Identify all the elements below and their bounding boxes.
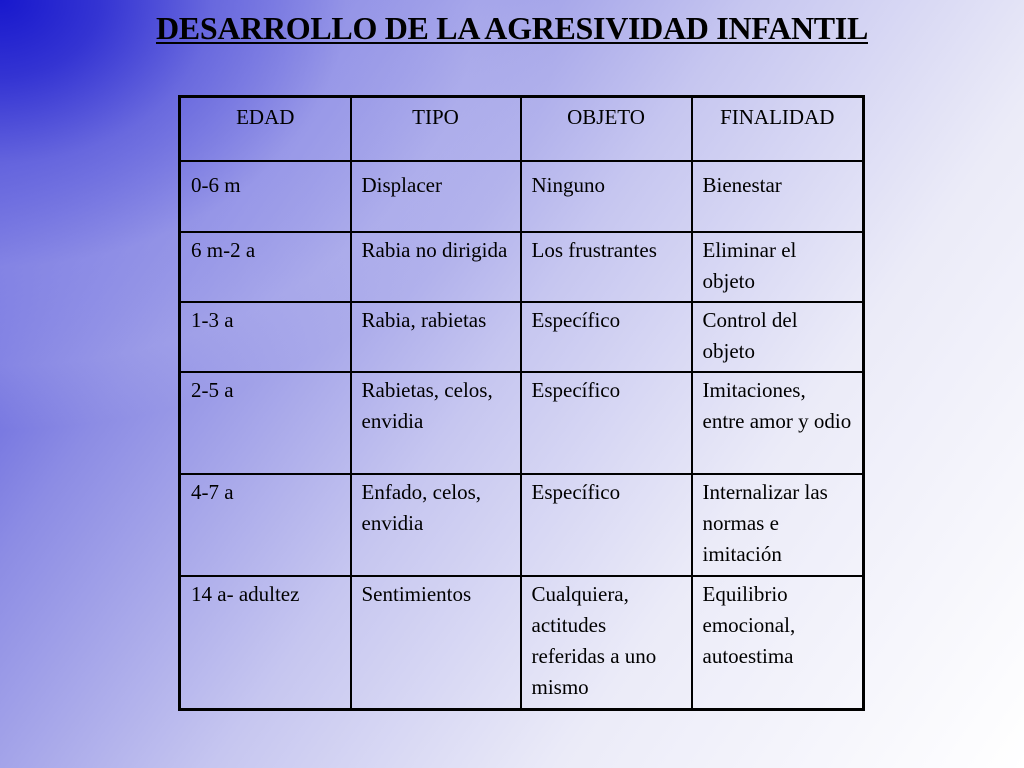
cell-objeto: Cualquiera, actitudes referidas a uno mismo (521, 576, 692, 710)
table-row (180, 576, 864, 710)
cell-tipo: Displacer (351, 161, 521, 232)
header-edad: EDAD (180, 97, 351, 162)
cell-edad: 1-3 a (180, 302, 351, 372)
cell-objeto: Ninguno (521, 161, 692, 232)
cell-finalidad: Internalizar las normas e imitación (692, 474, 864, 576)
cell-tipo: Rabia, rabietas (351, 302, 521, 372)
cell-finalidad: Equilibrio emocional, autoestima (692, 576, 864, 710)
cell-objeto: Específico (521, 372, 692, 474)
table-header-row (180, 97, 864, 162)
header-finalidad: FINALIDAD (692, 97, 864, 162)
cell-finalidad: Imitaciones, entre amor y odio (692, 372, 864, 474)
header-objeto: OBJETO (521, 97, 692, 162)
table-row (180, 474, 864, 576)
table-row (180, 232, 864, 302)
cell-tipo: Rabia no dirigida (351, 232, 521, 302)
table-row (180, 372, 864, 474)
cell-edad: 14 a- adultez (180, 576, 351, 710)
cell-finalidad: Control del objeto (692, 302, 864, 372)
cell-edad: 0-6 m (180, 161, 351, 232)
cell-objeto: Los frustrantes (521, 232, 692, 302)
header-tipo: TIPO (351, 97, 521, 162)
cell-edad: 2-5 a (180, 372, 351, 474)
cell-tipo: Enfado, celos, envidia (351, 474, 521, 576)
cell-edad: 4-7 a (180, 474, 351, 576)
cell-tipo: Sentimientos (351, 576, 521, 710)
table-row (180, 161, 864, 232)
cell-tipo: Rabietas, celos, envidia (351, 372, 521, 474)
table-row (180, 302, 864, 372)
cell-objeto: Específico (521, 474, 692, 576)
cell-edad: 6 m-2 a (180, 232, 351, 302)
cell-finalidad: Bienestar (692, 161, 864, 232)
aggression-development-table (178, 95, 865, 711)
cell-finalidad: Eliminar el objeto (692, 232, 864, 302)
slide-title: DESARROLLO DE LA AGRESIVIDAD INFANTIL (155, 10, 868, 46)
cell-objeto: Específico (521, 302, 692, 372)
